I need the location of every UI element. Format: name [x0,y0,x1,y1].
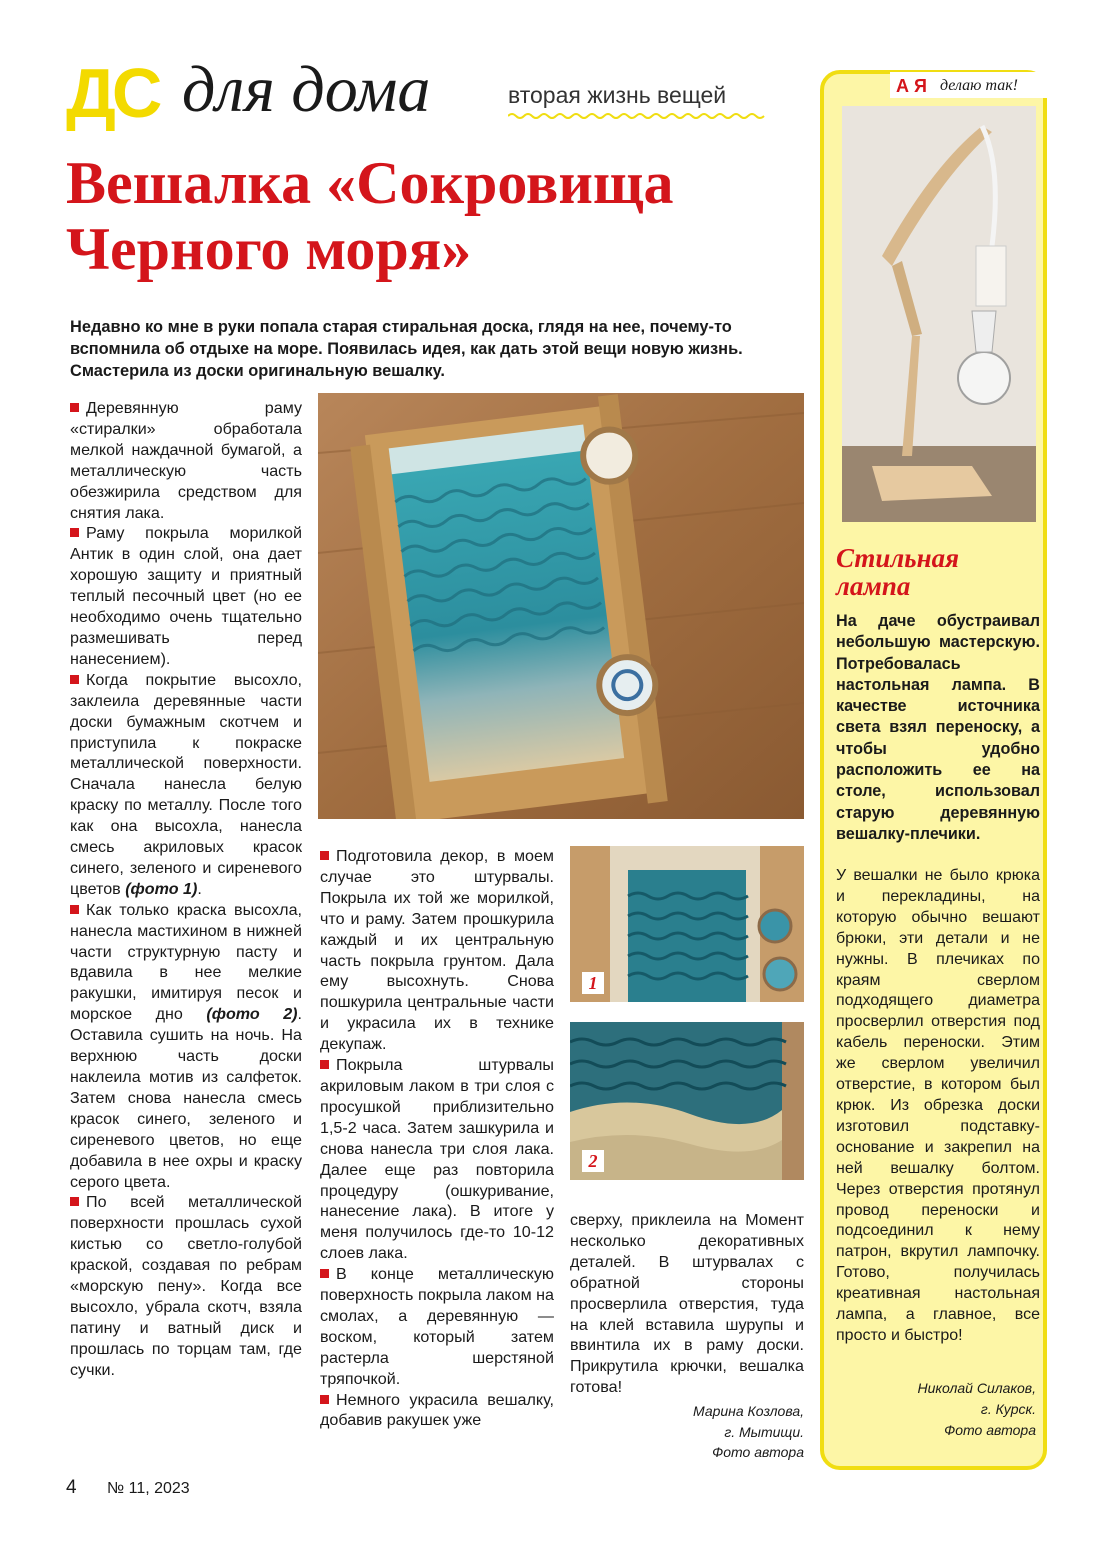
main-photo-hanger [318,393,804,819]
sidebar-title: Стильная лампа [836,543,960,601]
lamp-photo [842,106,1036,522]
step-photo-1 [570,846,804,1002]
wavy-divider [508,112,766,120]
article-title [66,150,816,282]
bullet-square-icon [320,1060,329,1069]
article-column-3 [570,1210,804,1398]
paragraph: Подготовила декор, в моем случае это штурвалы. Покрыла их той же морилкой, что и раму. Затем прошкурила каждый и их центральную часть покрыла грунтом. Дала ему высохнуть. Снова пошкурила центральные части и украсила их в технике декупаж. [320,847,554,1054]
article-column-1 [70,398,302,1381]
page-number: 4 [66,1477,77,1498]
magazine-logo: ДС [66,54,159,132]
photo-number-label: 1 [582,972,604,994]
photo-2-image [570,1022,804,1180]
bullet-square-icon [70,528,79,537]
title-line-1: Вешалка «Сокровища [66,150,674,216]
author-city: г. Мытищи. [724,1423,804,1440]
sidebar-tag-letters: А Я [896,76,927,96]
paragraph: Покрыла штурвалы акриловым лаком в три слоя с просушкой приблизительно 1,5-2 часа. Затем зашкурила и снова нанесла три слоя лака. Далее еще раз повторила процедуру (ошкуривание, нанесение лака). В итоге у меня получилось где-то 10-12 слоев лака. [320,1056,554,1263]
photo-1-image [570,846,804,1002]
step-photo-2 [570,1022,804,1180]
bullet-square-icon [70,403,79,412]
sidebar-signature [836,1378,1036,1441]
bullet-square-icon [70,905,79,914]
paragraph: Когда покрытие высохло, заклеила деревянные части доски бумажным скотчем и приступила к покраске металлической поверхности. Сначала нанесла белую краску по металлу. После того как она высохла, нанесла смесь акриловых красок синего, зеленого и сиреневого цветов (фото 1). [70,670,302,898]
photo-reference: (фото 1) [125,879,198,898]
author-name: Марина Козлова, [693,1403,804,1419]
author-name: Николай Силаков, [917,1380,1036,1396]
bullet-square-icon [320,851,329,860]
paragraph: Деревянную раму «стиралки» обработала мелкой наждачной бумагой, а металлическую часть обезжирила средством для снятия лака. [70,399,302,522]
bullet-square-icon [320,1269,329,1278]
photo-credit: Фото автора [944,1422,1036,1438]
paragraph: В конце металлическую поверхность покрыла лаком на смолах, а деревянную — воском, который затем растерла шерстяной тряпочкой. [320,1265,554,1388]
article-signature [600,1401,804,1463]
paragraph: Как только краска высохла, нанесла мастихином в нижней части структурную пасту и вдавила в нее мелкие ракушки, имитируя песок и морское дно (фото 2). Оставила сушить на ночь. На верхнюю часть доски наклеила мотив из салфеток. Затем снова нанесла смесь красок синего, зеленого и сиреневого цветов, но еще добавила в нее охры и краску серого цвета. [70,900,302,1191]
paragraph: Раму покрыла морилкой Антик в один слой, она дает хорошую защиту и приятный теплый песочный цвет (но ее необходимо очень тщательно размешивать перед нанесением). [70,524,302,668]
bullet-square-icon [320,1395,329,1404]
sidebar-lead: На даче обустраивал небольшую мастерскую. Потребовалась настольная лампа. В качестве источника света взял переноску, а чтобы удобно расположить ее на столе, использовал старую деревянную вешалку-плечики. [836,612,1040,843]
paragraph: У вешалки не было крюка и перекладины, на которую обычно вешают брюки, эти детали и не нужны. В плечиках по краям сверлом подходящего диаметра просверлил отверстия под кабель переноски. Этим же сверлом увеличил отверстие, в котором был крюк. Из обрезка доски изготовил подставку-основание и закрепил на ней вешалку болтом. Через отверстия протянул провод переноски и подсоединил к нему патрон, вкрутил лампочку. Готово, получилась креативная настольная лампа, а главное, все просто и быстро! [836,867,1040,1344]
bullet-square-icon [70,675,79,684]
photo-credit: Фото автора [712,1444,804,1460]
paragraph: Немного украсила вешалку, добавив ракушек уже [320,1390,554,1430]
article-column-2 [320,846,554,1431]
title-line-2: Черного моря» [66,216,472,282]
author-city: г. Курск. [980,1401,1036,1417]
article-lead: Недавно ко мне в руки попала старая стиральная доска, глядя на нее, почему-то вспомнила об отдыхе на море. Появилась идея, как дать этой вещи новую жизнь. Смастерила из доски оригинальную вешалку. [70,318,743,380]
bullet-square-icon [70,1197,79,1206]
sidebar-body [836,866,1040,1347]
subrubric: вторая жизнь вещей [508,82,727,108]
paragraph: По всей металлической поверхности прошлась сухой кистью со светло-голубой краской, создавая по ребрам «морскую пену». Когда все высохло, убрала скотч, взяла патину и ватный диск и прошлась по торцам там, где сучки. [70,1193,302,1379]
issue-number: № 11, 2023 [107,1480,190,1497]
rubric-title: для дома [182,53,431,126]
paragraph: сверху, приклеила на Момент несколько декоративных деталей. В штурвалах с обратной стороны просверлила отверстия, туда на клей вставила шурупы и ввинтила их в раму доски. Прикрутила крючки, вешалка готова! [570,1211,804,1397]
photo-reference: (фото 2) [206,1005,298,1024]
sidebar-tag-text: делаю так! [940,77,1019,94]
photo-number-label: 2 [582,1150,604,1172]
